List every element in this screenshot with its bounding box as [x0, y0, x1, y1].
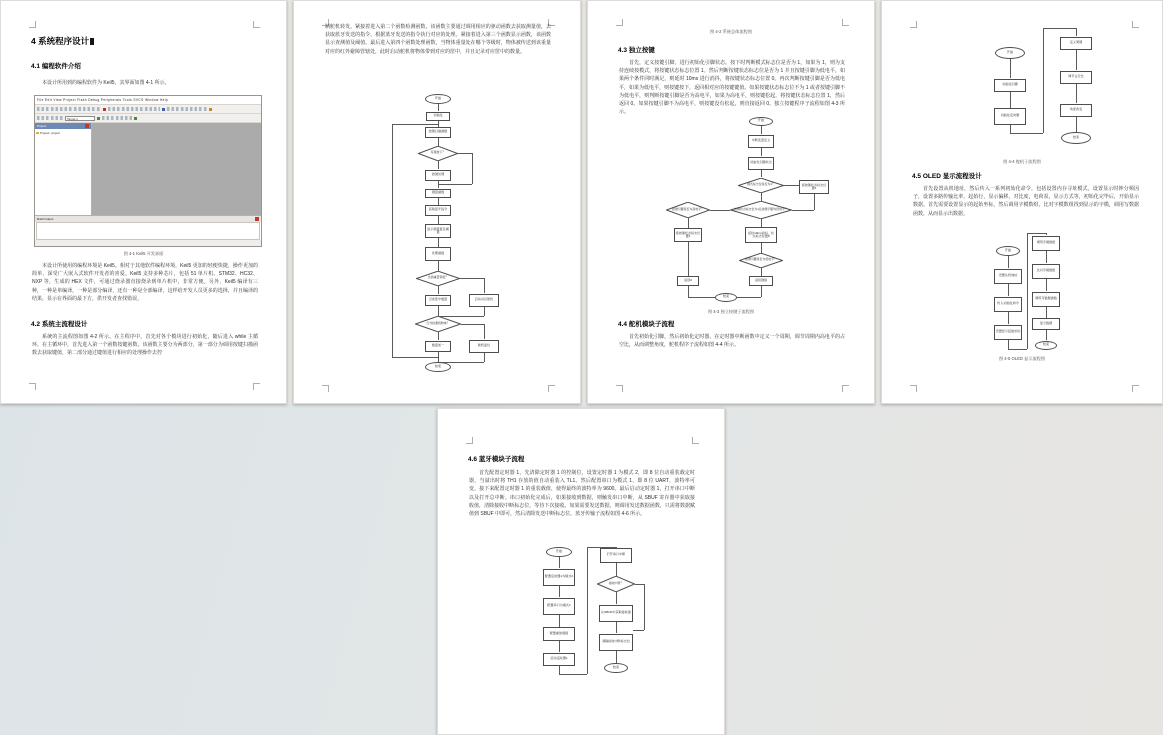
flowchart-oval-node: 结束 — [1035, 341, 1057, 350]
flowchart-rect-node: 初始化定时器 — [994, 108, 1026, 125]
flowchart-rect-node: 处理函数 — [425, 247, 451, 261]
flowchart-rect-node: 角度改变 — [1060, 104, 1092, 117]
flowchart-figure-key — [616, 113, 854, 308]
flowchart-connector — [1076, 84, 1077, 103]
flowchart-connector — [633, 630, 644, 631]
flowchart-rect-node: 返回键值 — [749, 276, 773, 286]
flowchart-connector — [438, 306, 439, 316]
flowchart-connector — [616, 592, 617, 604]
margin-corner-mark — [1132, 385, 1139, 392]
flowchart-connector — [438, 161, 439, 169]
flowchart-connector — [438, 184, 472, 185]
flowchart-connector — [1010, 125, 1011, 133]
margin-corner-mark — [692, 437, 699, 444]
section-heading-46: 4.6 蓝牙模块子流程 — [468, 456, 525, 463]
flowchart-connector — [1043, 28, 1076, 29]
flowchart-connector — [761, 192, 762, 201]
flowchart-rect-node: 设置从机地址 — [994, 269, 1022, 284]
flowchart-connector — [1043, 28, 1044, 133]
project-tree-item[interactable] — [35, 129, 91, 137]
flowchart-connector — [472, 153, 473, 184]
keil-menu-bar: File Edit View Project Flash Debug Peripherals Tools SVCS Window Help — [35, 96, 261, 105]
flowchart-connector — [438, 352, 439, 362]
figure-caption-43: 图 4-3 独立按键子流程图 — [707, 309, 755, 314]
section-heading-41: 4.1 编程软件介绍 — [31, 63, 81, 70]
flowchart-rect-node: 启动对应舵机 — [469, 294, 499, 307]
document-page-4[interactable] — [881, 0, 1163, 404]
flowchart-rect-node: 设置显示起始坐标 — [994, 325, 1022, 340]
flowchart-connector — [784, 185, 799, 186]
flowchart-connector — [559, 557, 560, 568]
keil-ide-screenshot[interactable] — [34, 95, 262, 247]
margin-corner-mark — [253, 21, 260, 28]
flowchart-rect-node: 清除接收中断标志位 — [599, 634, 633, 651]
document-page-2[interactable] — [293, 0, 581, 404]
flowchart-rect-node: 调节占空比 — [1060, 71, 1092, 84]
paragraph: 首先配置定时器 1，先清除定时器 1 的控制位，设置定时器 1 为模式 2，即 8 位自动重装载定时器，当溢出时将 TH1 存放的值自动重装入 TL1。然后配置串口为模式 1，即 8 位 UART，波特率可变。接下来配置定时器 1 的重装载值，使得最终的波特率为 9600。最后启动定时器 1，打开串口中断以及打开总中断。串口初始化完成后，如果接收到数据，则触发串口中断，从 SBUF 寄存器中获取接收值，清除接收中断标志位，等待下次接收。如果需要发送数据，则调用发送数据函数，只需将数据赋值到 SBUF 中即可，然后清除发送中断标志位。蓝牙传输子流程如图 4-6 所示。 — [469, 470, 695, 518]
project-tree-label: Project: project — [40, 131, 61, 135]
toolbar-icons — [37, 116, 63, 120]
toolbar-icon — [134, 117, 137, 120]
flowchart-connector — [1008, 284, 1009, 296]
toolbar-icons — [167, 107, 207, 111]
flowchart-connector — [635, 584, 644, 585]
toolbar-icons — [102, 116, 132, 120]
paragraph: 本设计所使用的编程环境是 Keil5。相对于其他软件编程环境，Keil5 更加的轻便快捷，操作更加的简单，深受广大嵌入式软件开发者的喜爱。Keil5 支持多种芯片，包括 51 单片机、STM32、HC32、NXP 等，生成的 HEX 文件，可通过烧录器直接烧录到单片机中，非常方便。另外，Keil5 编译有三种，一种是单编译，一种是部分编译，还有一种是全部编译，这样给开发人员更多的选择，并且编译的结果，显示在界面的最下方，供开发者查找错误。 — [32, 263, 258, 302]
flowchart-diamond-node: 有键按下？ — [418, 146, 458, 161]
close-icon[interactable] — [255, 217, 259, 221]
flowchart-rect-node: 定义周期 — [1060, 37, 1092, 50]
flowchart-connector — [1046, 251, 1047, 263]
target-select[interactable]: Target 1 — [65, 116, 95, 121]
text-cursor — [90, 38, 94, 46]
flowchart-connector — [1010, 133, 1043, 134]
flowchart-oval-node: 结束 — [1061, 132, 1091, 144]
margin-corner-mark — [910, 385, 917, 392]
section-heading-43: 4.3 独立按键 — [618, 47, 655, 54]
flowchart-connector — [1027, 233, 1028, 349]
flowchart-connector — [438, 286, 439, 294]
flowchart-rect-node: 初始化 — [426, 112, 450, 121]
chapter-heading-text: 4 系统程序设计 — [31, 36, 90, 46]
margin-corner-mark — [548, 385, 555, 392]
flowchart-connector — [688, 297, 715, 298]
flowchart-connector — [1076, 28, 1077, 36]
flowchart-rect-node: 配置重装载值 — [543, 627, 575, 641]
flowchart-rect-node: 中断变量定义 — [748, 135, 774, 148]
flowchart-rect-node: 初始化引脚 — [994, 79, 1026, 92]
toolbar-icon — [97, 117, 100, 120]
flowchart-diamond-node: 按键状态标志位为1且按键引脚为低电平？ — [730, 201, 792, 219]
flowchart-connector — [761, 219, 762, 227]
flowchart-rect-node: 显示数据 — [1032, 318, 1060, 330]
flowchart-connector — [616, 563, 617, 576]
margin-corner-mark — [616, 19, 623, 26]
flowchart-rect-node: 配置串口为模式1 — [543, 598, 575, 615]
flowchart-rect-node: 显示测量值及阈值 — [425, 224, 451, 238]
keil-main-area — [35, 123, 261, 215]
document-page-5[interactable] — [437, 408, 725, 735]
paragraph: 本设计所用到的编程软件为 Keil5，其界面如图 4-1 所示。 — [42, 80, 170, 86]
figure-caption-42: 图 4-2 系统总体流程图 — [710, 29, 752, 34]
margin-corner-mark — [910, 21, 917, 28]
flowchart-rect-node: 记录筐中数量 — [425, 295, 451, 306]
folder-icon — [36, 132, 39, 135]
flowchart-oval-node: 结束 — [604, 663, 628, 673]
flowchart-oval-node: 开始 — [425, 94, 451, 104]
flowchart-diamond-node: 按键引脚是否为高电平？ — [666, 202, 710, 218]
flowchart-rect-node: 按键处理 — [425, 170, 451, 181]
flowchart-diamond-node: 接收中断？ — [597, 576, 635, 592]
flowchart-connector — [1046, 330, 1047, 340]
flowchart-connector — [688, 286, 689, 297]
flowchart-rect-node: 从SBUF中获取接收值 — [599, 605, 633, 622]
flowchart-rect-node: 打开串口中断 — [600, 548, 632, 563]
flowchart-connector — [737, 297, 761, 298]
toolbar-icon — [209, 108, 212, 111]
section-heading-45: 4.5 OLED 显示流程设计 — [912, 173, 982, 180]
margin-corner-mark — [842, 385, 849, 392]
flowchart-connector — [587, 547, 588, 674]
flowchart-oval-node: 结束 — [425, 362, 451, 372]
flowchart-rect-node: 将按键状态标志位置1 — [674, 228, 702, 242]
flowchart-connector — [1008, 256, 1009, 268]
flowchart-connector — [1008, 312, 1009, 324]
flowchart-rect-node: 调用写数据函数 — [1032, 292, 1060, 307]
toolbar-icons — [37, 107, 101, 111]
flowchart-rect-node: 比对字模数组 — [1032, 264, 1060, 279]
margin-corner-mark — [1132, 21, 1139, 28]
flowchart-rect-node: 返回0 — [677, 276, 699, 286]
flowchart-rect-node: 延时10ms消抖，状态标志位置0 — [745, 227, 777, 243]
flowchart-rect-node: 初始化引脚状态 — [748, 157, 774, 170]
flowchart-diamond-node: 达到重量等级？ — [416, 271, 460, 286]
flowchart-connector — [458, 153, 472, 154]
margin-corner-mark — [253, 383, 260, 390]
project-panel — [35, 123, 92, 215]
flowchart-connector — [616, 651, 617, 663]
flowchart-rect-node: 调用字模数组 — [1032, 236, 1060, 251]
flowchart-connector — [438, 261, 439, 271]
flowchart-figure-oled — [982, 231, 1087, 353]
flowchart-connector — [438, 216, 439, 224]
flowchart-figure-bluetooth — [531, 542, 701, 684]
flowchart-connector — [438, 332, 439, 340]
figure-caption-45: 图 4-5 OLED 显示流程图 — [998, 356, 1046, 361]
flowchart-connector — [761, 243, 762, 253]
document-page-1[interactable] — [0, 0, 287, 404]
flowchart-connector — [438, 104, 439, 111]
flowchart-connector — [559, 586, 560, 597]
flowchart-oval-node: 结束 — [715, 293, 737, 302]
toolbar-icon — [103, 108, 106, 111]
flowchart-connector — [438, 238, 439, 247]
flowchart-connector — [644, 584, 645, 630]
flowchart-connector — [461, 324, 484, 325]
project-panel-title: Project — [37, 124, 47, 128]
flowchart-connector — [484, 278, 485, 293]
flowchart-rect-node: 舵机复位 — [469, 340, 499, 353]
flowchart-connector — [1076, 50, 1077, 70]
flowchart-oval-node: 开始 — [546, 547, 572, 557]
margin-corner-mark — [466, 437, 473, 444]
margin-corner-mark — [29, 383, 36, 390]
figure-caption-44: 图 4-4 舵机子流程图 — [1003, 159, 1041, 164]
flowchart-connector — [761, 267, 762, 276]
flowchart-connector — [1076, 117, 1077, 132]
paragraph: 系统的主流程图如图 4-2 所示。在主程序中，首先对各个模块进行初始化，随后进入 while 主循环。在主循环中，首先进入第一个函数按键函数，该函数主要分为两部分，第一部分为调用按键扫描函数去获取键值，第二部分通过键值进行相应的处理操作去控 — [32, 334, 258, 357]
keil-status-bar — [35, 240, 261, 246]
flowchart-rect-node: 获取蓝牙指令 — [425, 205, 451, 216]
margin-corner-mark — [616, 385, 623, 392]
flowchart-connector — [1046, 279, 1047, 291]
flowchart-connector — [1010, 59, 1011, 78]
flowchart-connector — [484, 307, 485, 316]
flowchart-connector — [792, 210, 814, 211]
flowchart-oval-node: 开始 — [996, 246, 1020, 256]
flowchart-oval-node: 开始 — [749, 117, 773, 126]
flowchart-rect-node: 按键扫描函数 — [425, 127, 451, 138]
flowchart-connector — [392, 124, 393, 357]
document-page-3[interactable] — [587, 0, 875, 404]
flowchart-rect-node: 数量加一 — [425, 341, 451, 352]
flowchart-connector — [484, 353, 485, 362]
figure-caption-41: 图 4-1 Keil5 开发界面 — [123, 251, 164, 256]
paragraph: 制舵机转发。紧接着进入第二个函数检测函数，该函数主要通过调用相应的驱动函数去获取测量值，去获取蓝牙发送的指令，根据蓝牙发送的指令执行对应的处理。紧接着进入第三个函数显示函数，该函数显示查测值及阈值。最后进入第四个函数处理函数，当物体重量处在哪个等级时，物体被传送到该重量对应的红外避障管辖处，此时启动舵机将物体带到对应的筐中，并且记录对应筐中的数量。 — [325, 24, 551, 55]
flowchart-diamond-node: 模式标志位是否为1？ — [738, 178, 784, 193]
flowchart-connector — [559, 641, 560, 652]
flowchart-connector — [688, 218, 689, 228]
toolbar-icon — [162, 108, 165, 111]
flowchart-figure-servo — [938, 23, 1113, 155]
paragraph: 首先，定义按键引脚，进行初始化引脚状态。按下时判断模式标志位是否为 1，如果为 1，则为支持连续按模式，将按键状态标志位置 1。然后判断按键状态标志位是否为 1 并且按键引脚为低电平，如果两个条件同时满足，则延时 10ms 进行消抖，将按键状态标志位置 0。再次判断按键引脚是否为低电平，如果为低电平，则按键按下，返回相对应的按键键值。如果按键状态标志位不为 1 或者按键引脚不为低电平，则判断按键引脚是否为高电平，如果为高电平，则按键松起，将按键状态标志位置 1，然后返回 0。如果按键引脚不为高电平，则按键没有松起，则直接返回 0。独立按键程序子流程如图 4-3 所示。 — [619, 60, 845, 116]
build-output-content — [36, 222, 260, 240]
flowchart-connector — [392, 357, 438, 358]
flowchart-connector — [710, 210, 730, 211]
flowchart-connector — [484, 324, 485, 339]
flowchart-connector — [460, 278, 484, 279]
flowchart-connector — [559, 615, 560, 627]
flowchart-connector — [616, 622, 617, 633]
margin-corner-mark — [29, 21, 36, 28]
section-heading-44: 4.4 舵机模块子流程 — [618, 321, 675, 328]
paragraph: 首先初始化引脚，然后初始化定时器，在定时器中断函数中定义一个周期，调节周期内高电平的占空比，从而调整角度，舵机程序子流程如图 4-4 所示。 — [619, 334, 845, 349]
flowchart-connector — [761, 147, 762, 156]
flowchart-connector — [814, 194, 815, 210]
flowchart-connector — [559, 674, 587, 675]
flowchart-connector — [559, 666, 560, 674]
build-output-title: Build Output — [37, 217, 54, 221]
build-output-header — [35, 215, 261, 222]
flowchart-rect-node: 配置定时器1为模式2 — [543, 569, 575, 586]
section-heading-42: 4.2 系统主流程设计 — [31, 321, 88, 328]
flowchart-rect-node: 传入初始化命令 — [994, 297, 1022, 312]
flowchart-figure-system — [358, 91, 518, 383]
flowchart-connector — [1008, 340, 1009, 349]
flowchart-connector — [1046, 307, 1047, 318]
flowchart-diamond-node: 红外检测到物体？ — [415, 316, 461, 332]
flowchart-connector — [1027, 233, 1046, 234]
flowchart-connector — [1008, 349, 1027, 350]
margin-corner-mark — [842, 19, 849, 26]
margin-corner-mark — [322, 385, 329, 392]
flowchart-connector — [392, 124, 438, 125]
flowchart-connector — [761, 169, 762, 177]
flowchart-rect-node: 启动定时器1 — [543, 653, 575, 666]
flowchart-rect-node: 测量函数 — [425, 189, 451, 198]
chapter-heading — [31, 35, 94, 47]
flowchart-connector — [761, 125, 762, 134]
keil-toolbar-build — [35, 114, 261, 123]
close-icon[interactable] — [85, 124, 89, 128]
flowchart-rect-node: 将按键状态标志位置1 — [799, 180, 829, 194]
paragraph: 首先设置从机地址，然后传入一系列初始化命令，包括设置内存寻址模式，设置显示时钟分频因子，设置多路传输比率，起始行，显示偏移，对比度，电荷泵，显示方式等，初始化完毕后，开始显示数据。首先需要设置显示的起始坐标，然后调用字模数组，比对字模数组找到显示的字模，调用写数据函数，从而显示出数据。 — [913, 186, 1139, 217]
toolbar-icons — [108, 107, 160, 111]
flowchart-diamond-node: 按键引脚是否为低电平？ — [739, 253, 783, 268]
flowchart-connector — [1010, 92, 1011, 108]
editor-area — [92, 123, 261, 215]
keil-toolbar-top — [35, 105, 261, 114]
flowchart-oval-node: 开始 — [995, 47, 1025, 59]
flowchart-connector — [688, 242, 689, 276]
flowchart-connector — [761, 286, 762, 297]
